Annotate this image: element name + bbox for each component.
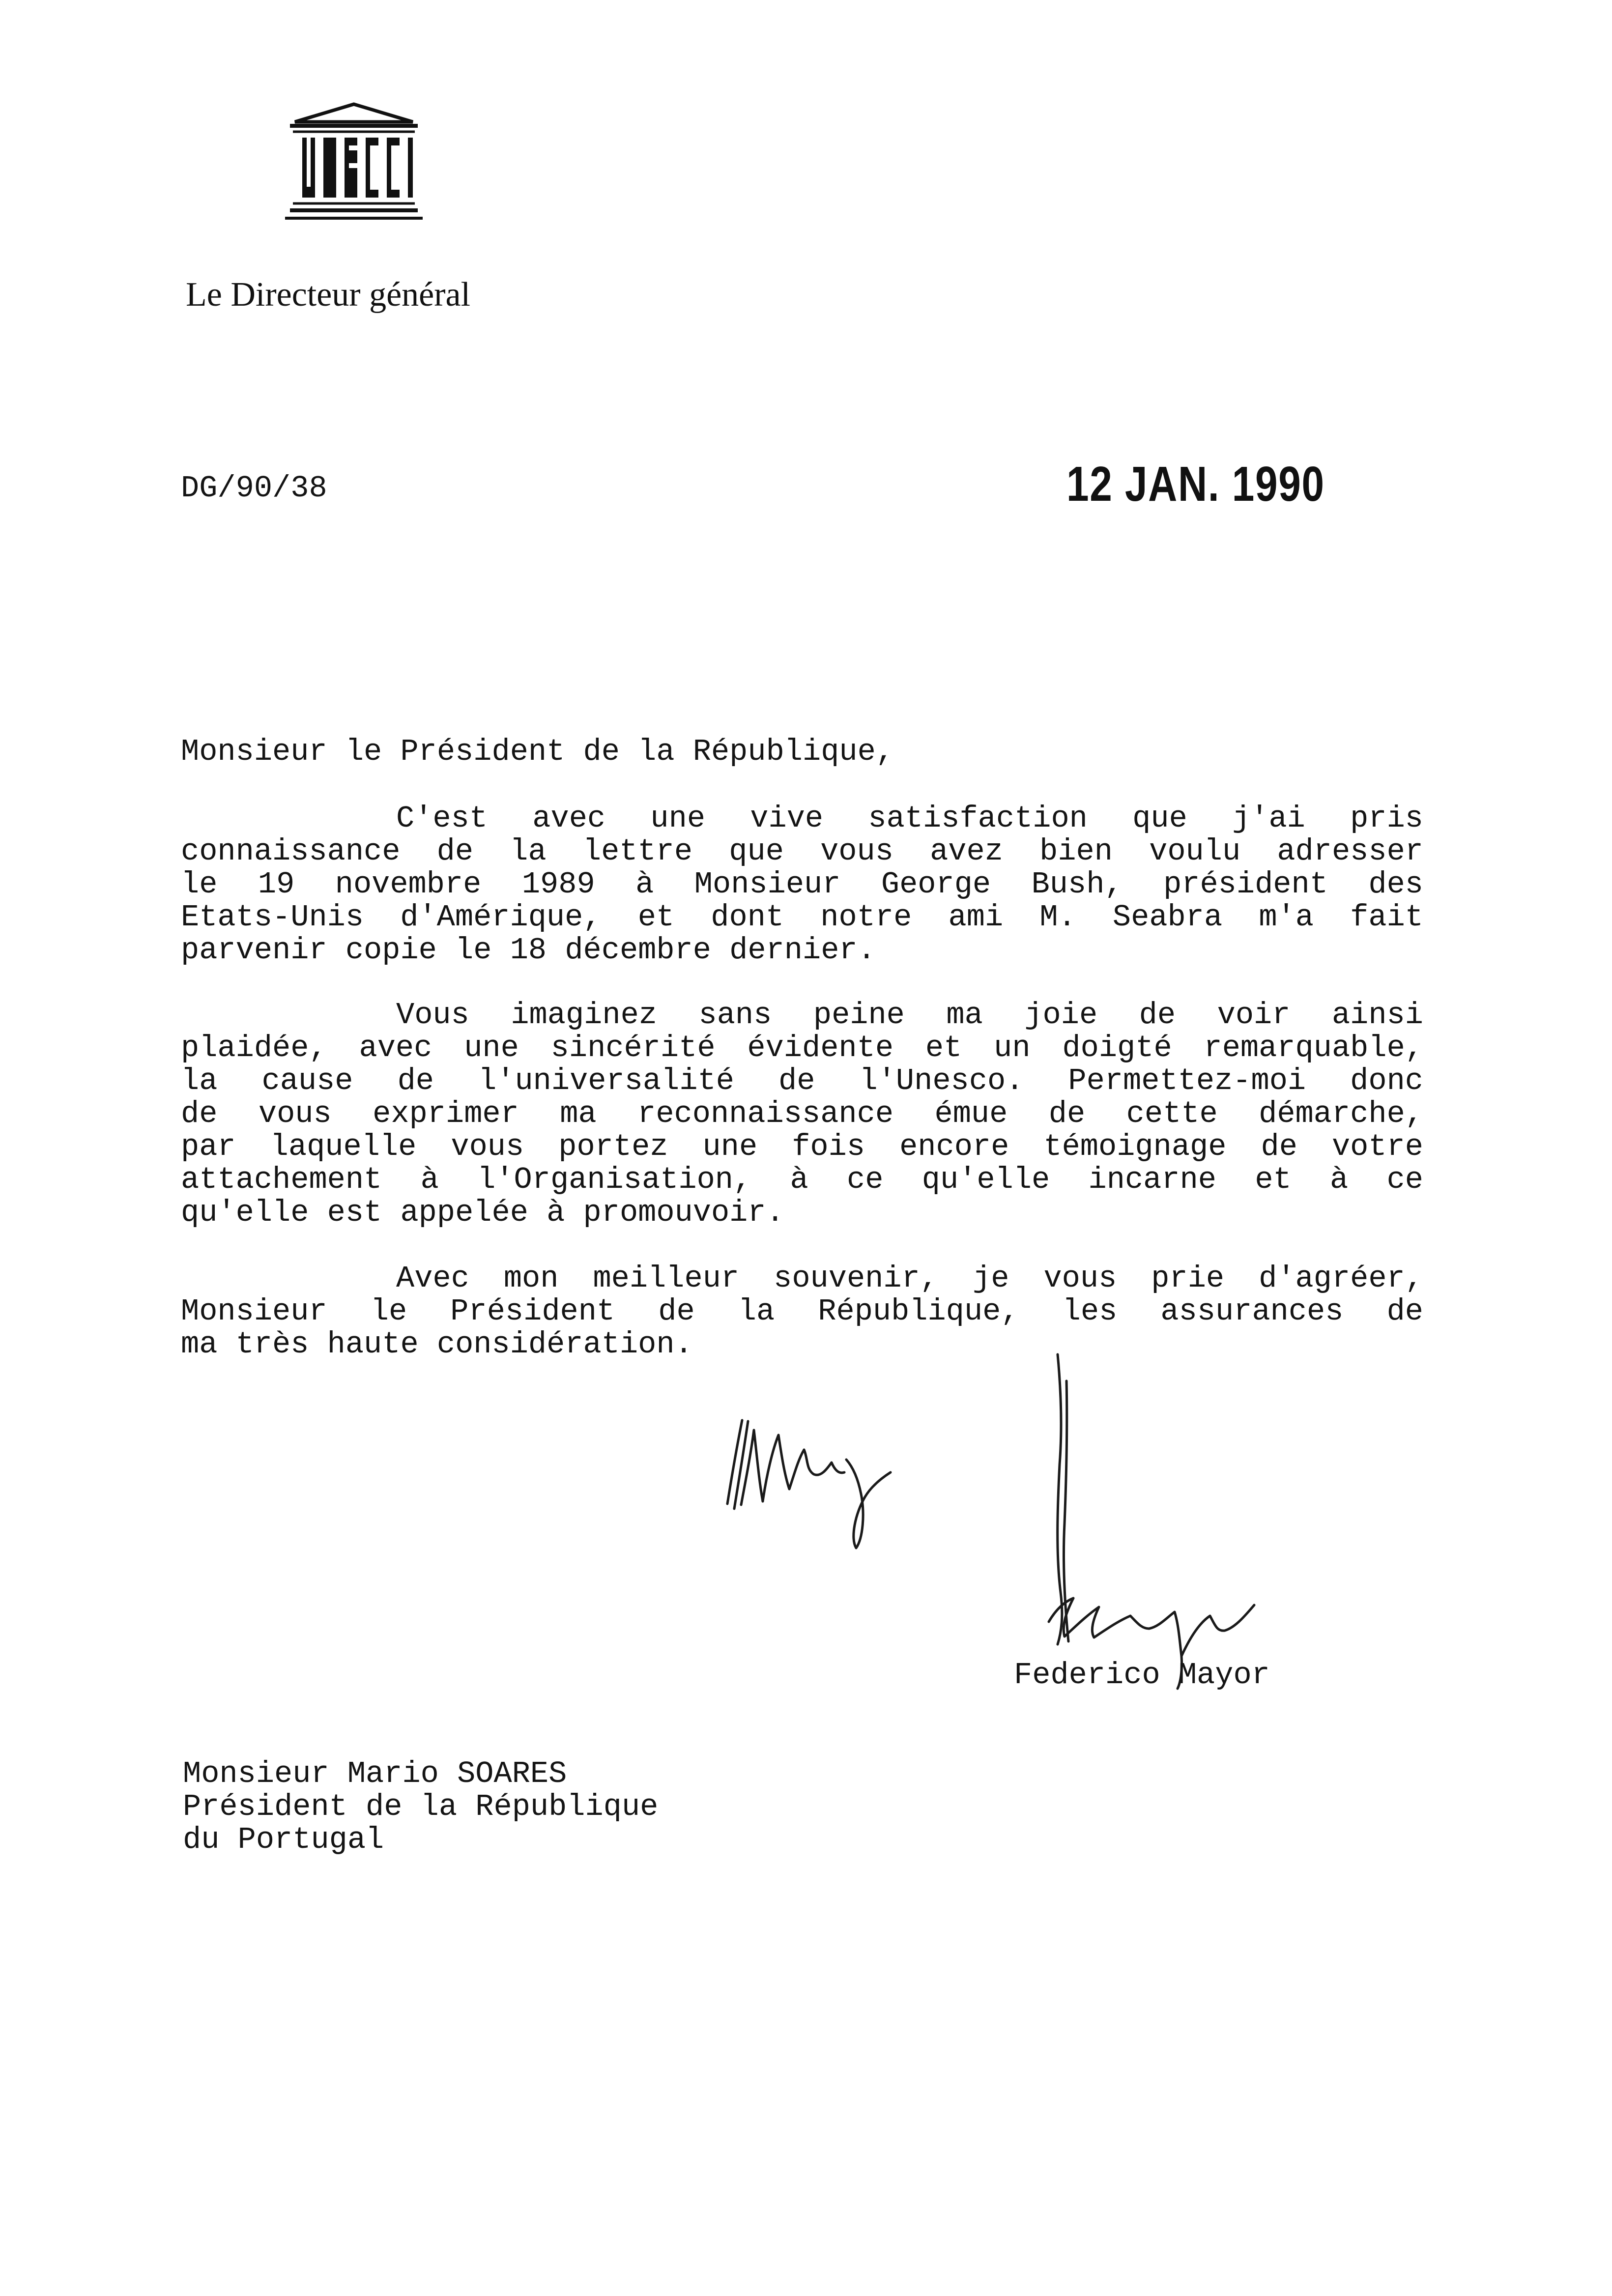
- body-line: ma très haute considération.: [181, 1327, 693, 1362]
- body-line: par laquelle vous portez une fois encore témoignage de votre: [181, 1129, 1423, 1164]
- body-paragraph-3: [181, 1262, 1423, 1361]
- salutation: Monsieur le Président de la République,: [181, 734, 894, 769]
- unesco-logo-icon: [275, 98, 432, 226]
- body-line: C'est avec une vive satisfaction que j'ai pris: [396, 801, 1423, 836]
- addressee-title: Président de la République: [183, 1789, 659, 1824]
- body-line: Monsieur le Président de la République, les assurances de: [181, 1294, 1423, 1329]
- addressee-block: [183, 1757, 658, 1856]
- handwritten-initials-icon: [718, 1401, 924, 1558]
- body-line: parvenir copie le 18 décembre dernier.: [181, 933, 876, 968]
- addressee-name: Monsieur Mario SOARES: [183, 1756, 567, 1791]
- body-line: la cause de l'universalité de l'Unesco. Permettez-moi donc: [181, 1063, 1423, 1098]
- addressee-country: du Portugal: [183, 1822, 384, 1857]
- reference-number: DG/90/38: [181, 471, 327, 506]
- body-line: le 19 novembre 1989 à Monsieur George Bush, président des: [181, 867, 1423, 902]
- body-line: de vous exprimer ma reconnaissance émue de cette démarche,: [181, 1096, 1423, 1131]
- body-line: Vous imaginez sans peine ma joie de voir ainsi: [396, 998, 1423, 1033]
- body-paragraph-2: [181, 999, 1423, 1229]
- body-line: Avec mon meilleur souvenir, je vous prie d'agréer,: [396, 1261, 1423, 1296]
- handwritten-signature-icon: [1032, 1347, 1347, 1691]
- letterhead-title: Le Directeur général: [186, 276, 471, 314]
- body-paragraph-1: [181, 802, 1423, 967]
- date-stamp: 12 JAN. 1990: [1066, 457, 1325, 512]
- body-line: plaidée, avec une sincérité évidente et un doigté remarquable,: [181, 1031, 1423, 1065]
- signatory-name: Federico Mayor: [1014, 1658, 1270, 1693]
- body-line: connaissance de la lettre que vous avez bien voulu adresser: [181, 834, 1423, 869]
- body-line: qu'elle est appelée à promouvoir.: [181, 1195, 784, 1230]
- body-line: attachement à l'Organisation, à ce qu'elle incarne et à ce: [181, 1162, 1423, 1197]
- body-line: Etats-Unis d'Amérique, et dont notre ami M. Seabra m'a fait: [181, 900, 1423, 935]
